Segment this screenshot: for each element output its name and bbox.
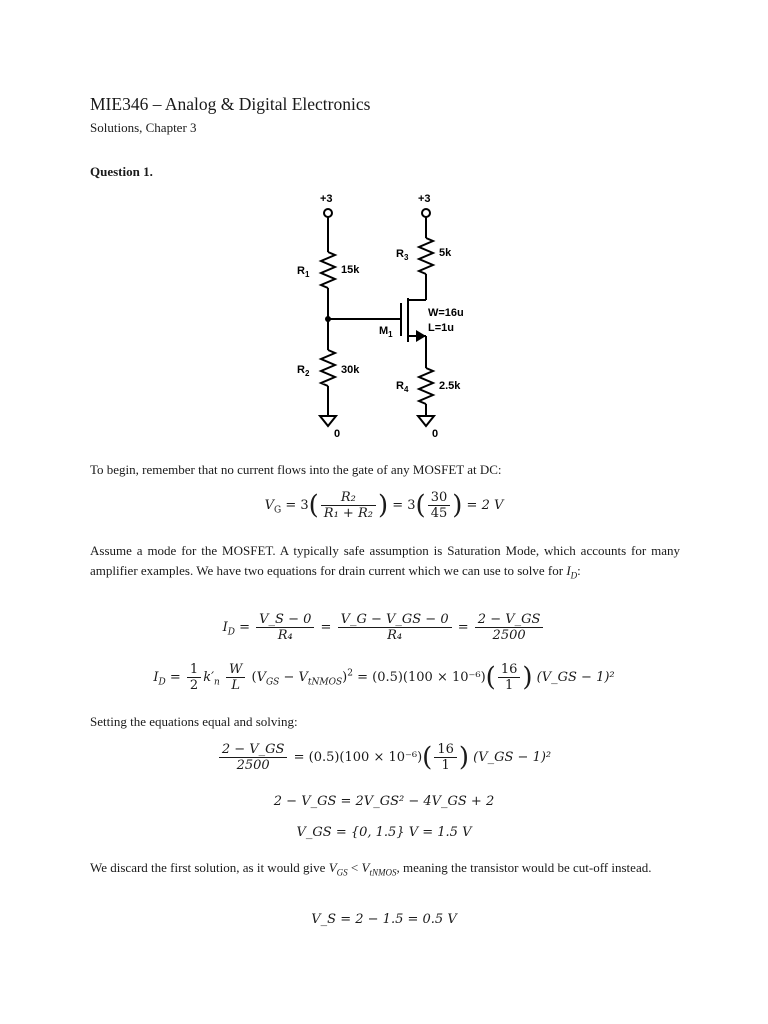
- discard-paragraph: We discard the first solution, as it would give $V_{GS} < V_{tNMOS}$, meaning the transistor would be cut-off instead.: [90, 860, 652, 878]
- r4-label: $R_4$: [396, 380, 409, 394]
- r3-value: 5k: [439, 247, 452, 259]
- r2-label: $R_2$: [297, 364, 310, 378]
- page-subtitle: Solutions, Chapter 3: [90, 120, 197, 135]
- equation-id-saturation: $I_D$ = $\frac{1}{2}$ $k'_n$ $\frac{W}{L}$ $(V_{GS} - V_{tNMOS})^2 = (0.5)(100 \times 10^{-6})$( $\frac{16}{1}$ ) (V_GS − 1)²: [153, 662, 615, 693]
- m1-label: $M_1$: [379, 325, 393, 339]
- supply-left-label: +3: [320, 193, 333, 205]
- supply-right-label: +3: [418, 193, 431, 205]
- equation-quadratic: 2 − V_GS = 2V_GS² − 4V_GS + 2: [273, 794, 495, 809]
- ground-right-label: 0: [432, 428, 439, 440]
- ground-left-label: 0: [334, 428, 341, 440]
- r4-value: 2.5k: [439, 380, 461, 392]
- equation-vg: $V_G = 3$( $\frac{\text{R₂}}{\text{R₁ + R₂}}$ ) = 3( $\frac{30}{45}$ ) = 2 V: [264, 490, 504, 521]
- page-title: MIE346 – Analog & Digital Electronics: [90, 94, 371, 114]
- circuit-schematic: [0, 0, 768, 450]
- equation-solutions: V_GS = {0, 1.5} V = 1.5 V: [296, 825, 472, 840]
- source-arrow-icon: [416, 330, 426, 342]
- setting-paragraph: Setting the equations equal and solving:: [90, 714, 298, 729]
- mosfet-length: L=1u: [428, 322, 454, 334]
- r2-value: 30k: [341, 364, 360, 376]
- r3-label: $R_3$: [396, 248, 409, 262]
- r1-value: 15k: [341, 264, 360, 276]
- assume-paragraph: Assume a mode for the MOSFET. A typically safe assumption is Saturation Mode, which accounts for many amplifier examples. We have two equations for drain current which we can use to solve for $I_D$:: [90, 543, 680, 581]
- question-heading: Question 1.: [90, 164, 153, 179]
- junction-dot: [325, 316, 331, 322]
- equation-id-ohm: $I_D$ = $\frac{V\_S - 0}{\text{R₄}}$ = $\frac{V\_G - V\_GS - 0}{\text{R₄}}$ = $\frac{2 - V\_GS}{2500}$: [0, 612, 768, 643]
- mosfet-width: W=16u: [428, 307, 464, 319]
- equation-vs: V_S = 2 − 1.5 = 0.5 V: [311, 912, 457, 927]
- equation-combined: $\frac{2 - V\_GS}{2500}$ = (0.5)(100 × 10⁻⁶)( $\frac{16}{1}$ ) (V_GS − 1)²: [0, 742, 768, 773]
- r1-label: $R_1$: [297, 265, 310, 279]
- intro-paragraph: To begin, remember that no current flows into the gate of any MOSFET at DC:: [90, 462, 502, 477]
